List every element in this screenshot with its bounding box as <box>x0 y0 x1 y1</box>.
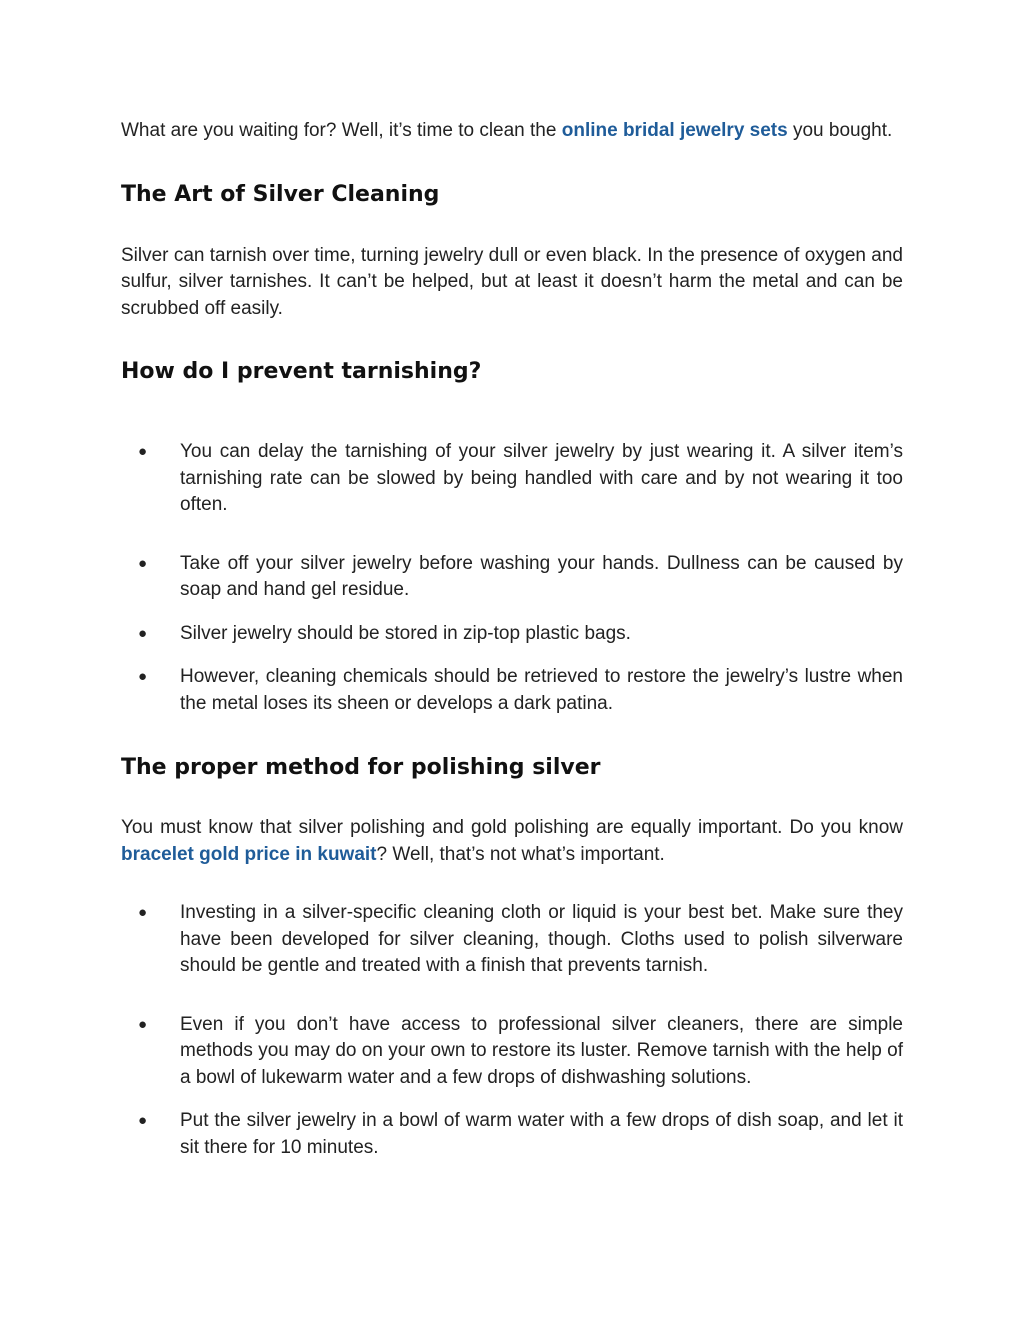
polishing-method-list <box>121 900 903 1161</box>
heading-art-of-silver-cleaning: The Art of Silver Cleaning <box>121 181 440 207</box>
intro-text-before-link: What are you waiting for? Well, it’s time to clean the <box>121 120 562 141</box>
list-item <box>121 900 903 980</box>
polishing-text-after-link: ? Well, that’s not what’s important. <box>376 843 665 865</box>
online-bridal-jewelry-sets-link[interactable]: online bridal jewelry sets <box>561 120 788 141</box>
intro-text-after-link: you bought. <box>787 120 893 141</box>
heading-polishing-method: The proper method for polishing silver <box>121 755 601 780</box>
list-item <box>121 1108 903 1161</box>
intro-paragraph <box>121 118 903 145</box>
bullet-icon: ● <box>138 443 148 460</box>
bullet-icon: ● <box>138 1015 148 1033</box>
bullet-icon: ● <box>138 668 148 685</box>
bracelet-gold-price-link[interactable]: bracelet gold price in kuwait <box>121 843 377 865</box>
bullet-icon: ● <box>138 554 148 572</box>
list-item <box>121 1012 903 1092</box>
list-item-text: Silver jewelry should be stored in zip-top plastic bags. <box>180 622 631 644</box>
bullet-icon: ● <box>138 624 148 642</box>
list-item-text: However, cleaning chemicals should be retrieved to restore the jewelry’s lustre when the metal loses its sheen or develops a dark patina. <box>180 666 903 714</box>
heading-prevent-tarnishing: How do I prevent tarnishing? <box>121 359 482 384</box>
list-item-text: Even if you don’t have access to professional silver cleaners, there are simple methods you may do on your own to restore its luster. Remove tarnish with the help of a bowl of lukewarm water and a few drops of dishwashing solutions. <box>180 1013 903 1088</box>
list-item <box>121 621 903 648</box>
document-page <box>121 118 903 1161</box>
list-item-text: Take off your silver jewelry before washing your hands. Dullness can be caused by soap and hand gel residue. <box>180 552 903 600</box>
prevent-tarnishing-list <box>121 439 903 717</box>
polishing-text-before-link: You must know that silver polishing and gold polishing are equally important. Do you know <box>121 817 903 838</box>
bullet-icon: ● <box>138 904 148 921</box>
list-item-text: Put the silver jewelry in a bowl of warm water with a few drops of dish soap, and let it sit there for 10 minutes. <box>180 1110 903 1158</box>
silver-tarnish-paragraph: Silver can tarnish over time, turning jewelry dull or even black. In the presence of oxygen and sulfur, silver tarnishes. It can’t be helped, but at least it doesn’t harm the metal and can be scrubbed off easily. <box>121 244 903 319</box>
list-item <box>121 551 903 604</box>
bullet-icon: ● <box>138 1112 148 1129</box>
list-item <box>121 664 903 717</box>
list-item <box>121 439 903 519</box>
polishing-intro-paragraph <box>121 815 903 868</box>
list-item-text: Investing in a silver-specific cleaning cloth or liquid is your best bet. Make sure they have been developed for silver cleaning, though. Cloths used to polish silverware should be gentle and treated with a finish that prevents tarnish. <box>180 902 903 976</box>
list-item-text: You can delay the tarnishing of your silver jewelry by just wearing it. A silver item’s tarnishing rate can be slowed by being handled with care and by not wearing it too often. <box>180 441 903 515</box>
